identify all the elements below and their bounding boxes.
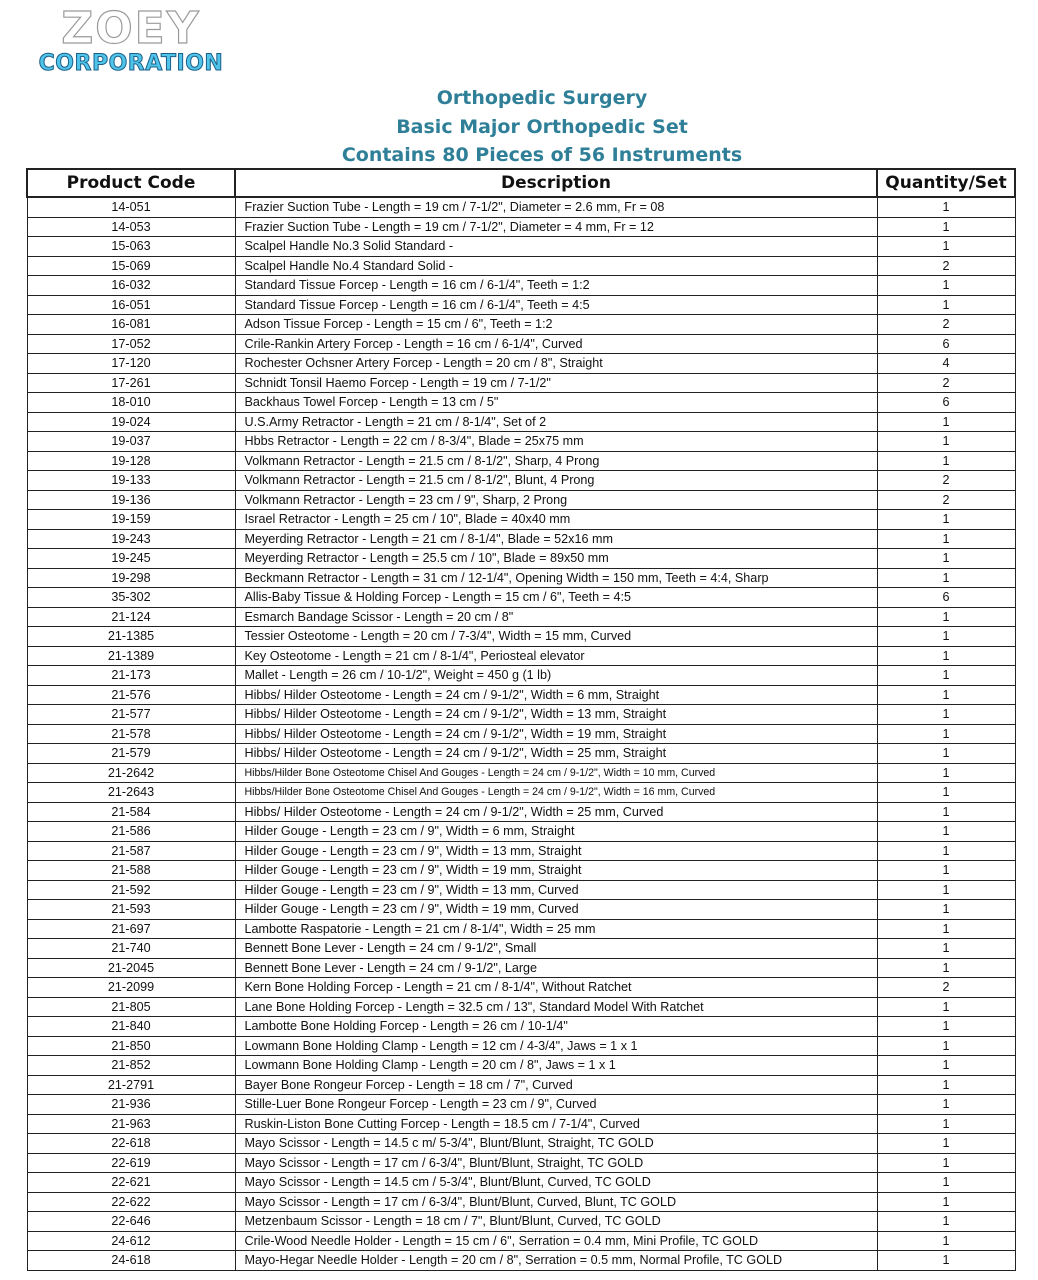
quantity-cell: 1	[877, 549, 1015, 569]
description-cell: Hibbs/ Hilder Osteotome - Length = 24 cm / 9-1/2", Width = 6 mm, Straight	[235, 685, 877, 705]
table-row	[27, 627, 1015, 647]
quantity-cell: 6	[877, 334, 1015, 354]
description-cell: Bennett Bone Lever - Length = 24 cm / 9-1/2", Small	[235, 939, 877, 959]
quantity-cell: 1	[877, 1114, 1015, 1134]
product-code-cell: 16-051	[27, 295, 235, 315]
description-cell: Hbbs Retractor - Length = 22 cm / 8-3/4", Blade = 25x75 mm	[235, 432, 877, 452]
table-row	[27, 1036, 1015, 1056]
product-code-cell: 21-579	[27, 744, 235, 764]
quantity-cell: 1	[877, 783, 1015, 803]
quantity-cell: 1	[877, 744, 1015, 764]
table-row	[27, 1251, 1015, 1271]
product-code-cell: 14-053	[27, 217, 235, 237]
description-cell: Hibbs/ Hilder Osteotome - Length = 24 cm / 9-1/2", Width = 13 mm, Straight	[235, 705, 877, 725]
table-row	[27, 256, 1015, 276]
product-code-cell: 21-936	[27, 1095, 235, 1115]
table-row	[27, 315, 1015, 335]
quantity-cell: 1	[877, 958, 1015, 978]
description-cell: Mayo Scissor - Length = 17 cm / 6-3/4", Blunt/Blunt, Curved, Blunt, TC GOLD	[235, 1192, 877, 1212]
quantity-cell: 1	[877, 1095, 1015, 1115]
table-row	[27, 197, 1015, 217]
quantity-cell: 1	[877, 237, 1015, 257]
table-row	[27, 880, 1015, 900]
product-code-cell: 21-2099	[27, 978, 235, 998]
description-cell: Mayo Scissor - Length = 14.5 c m/ 5-3/4", Blunt/Blunt, Straight, TC GOLD	[235, 1134, 877, 1154]
description-cell: Crile-Rankin Artery Forcep - Length = 16 cm / 6-1/4", Curved	[235, 334, 877, 354]
table-row	[27, 568, 1015, 588]
quantity-cell: 2	[877, 315, 1015, 335]
quantity-cell: 1	[877, 627, 1015, 647]
product-code-cell: 16-032	[27, 276, 235, 296]
quantity-cell: 1	[877, 432, 1015, 452]
quantity-cell: 1	[877, 1056, 1015, 1076]
table-row	[27, 822, 1015, 842]
description-cell: Mallet - Length = 26 cm / 10-1/2", Weight = 450 g (1 lb)	[235, 666, 877, 686]
product-code-cell: 21-697	[27, 919, 235, 939]
quantity-cell: 1	[877, 724, 1015, 744]
table-row	[27, 685, 1015, 705]
table-row	[27, 646, 1015, 666]
header-description: Description	[235, 169, 877, 197]
description-cell: Hibbs/ Hilder Osteotome - Length = 24 cm / 9-1/2", Width = 25 mm, Straight	[235, 744, 877, 764]
product-code-cell: 21-740	[27, 939, 235, 959]
description-cell: Beckmann Retractor - Length = 31 cm / 12-1/4", Opening Width = 150 mm, Teeth = 4:4, Sharp	[235, 568, 877, 588]
quantity-cell: 1	[877, 861, 1015, 881]
product-code-cell: 24-612	[27, 1231, 235, 1251]
description-cell: Adson Tissue Forcep - Length = 15 cm / 6", Teeth = 1:2	[235, 315, 877, 335]
description-cell: Lowmann Bone Holding Clamp - Length = 20 cm / 8", Jaws = 1 x 1	[235, 1056, 877, 1076]
description-cell: Volkmann Retractor - Length = 21.5 cm / 8-1/2", Blunt, 4 Prong	[235, 471, 877, 491]
product-code-cell: 19-133	[27, 471, 235, 491]
description-cell: U.S.Army Retractor - Length = 21 cm / 8-1/4", Set of 2	[235, 412, 877, 432]
description-cell: Standard Tissue Forcep - Length = 16 cm / 6-1/4", Teeth = 4:5	[235, 295, 877, 315]
product-code-cell: 19-159	[27, 510, 235, 530]
table-row	[27, 529, 1015, 549]
product-code-cell: 35-302	[27, 588, 235, 608]
product-code-cell: 21-1389	[27, 646, 235, 666]
logo-word-corporation: CORPORATION	[38, 51, 224, 76]
product-code-cell: 21-593	[27, 900, 235, 920]
product-code-cell: 21-124	[27, 607, 235, 627]
product-code-cell: 22-618	[27, 1134, 235, 1154]
quantity-cell: 1	[877, 685, 1015, 705]
table-row	[27, 412, 1015, 432]
logo-word-zoey: ZOEY	[61, 3, 201, 54]
product-code-cell: 19-136	[27, 490, 235, 510]
table-row	[27, 919, 1015, 939]
table-row	[27, 900, 1015, 920]
quantity-cell: 6	[877, 588, 1015, 608]
product-code-cell: 21-2642	[27, 763, 235, 783]
table-row	[27, 217, 1015, 237]
description-cell: Lowmann Bone Holding Clamp - Length = 12 cm / 4-3/4", Jaws = 1 x 1	[235, 1036, 877, 1056]
title-line-3: Contains 80 Pieces of 56 Instruments	[341, 144, 743, 166]
table-row	[27, 237, 1015, 257]
product-code-cell: 18-010	[27, 393, 235, 413]
table-row	[27, 471, 1015, 491]
quantity-cell: 1	[877, 1231, 1015, 1251]
table-row	[27, 1095, 1015, 1115]
description-cell: Stille-Luer Bone Rongeur Forcep - Length = 23 cm / 9", Curved	[235, 1095, 877, 1115]
product-code-cell: 19-128	[27, 451, 235, 471]
product-code-cell: 16-081	[27, 315, 235, 335]
description-cell: Israel Retractor - Length = 25 cm / 10", Blade = 40x40 mm	[235, 510, 877, 530]
product-code-cell: 21-586	[27, 822, 235, 842]
description-cell: Hibbs/ Hilder Osteotome - Length = 24 cm / 9-1/2", Width = 19 mm, Straight	[235, 724, 877, 744]
quantity-cell: 1	[877, 646, 1015, 666]
table-row	[27, 549, 1015, 569]
quantity-cell: 2	[877, 471, 1015, 491]
table-row	[27, 373, 1015, 393]
table-row	[27, 958, 1015, 978]
description-cell: Backhaus Towel Forcep - Length = 13 cm / 5"	[235, 393, 877, 413]
table-row	[27, 490, 1015, 510]
table-row	[27, 705, 1015, 725]
table-row	[27, 939, 1015, 959]
quantity-cell: 2	[877, 978, 1015, 998]
description-cell: Bennett Bone Lever - Length = 24 cm / 9-1/2", Large	[235, 958, 877, 978]
instrument-table	[26, 168, 1016, 1271]
quantity-cell: 1	[877, 1017, 1015, 1037]
quantity-cell: 1	[877, 197, 1015, 217]
quantity-cell: 1	[877, 1153, 1015, 1173]
product-code-cell: 21-2045	[27, 958, 235, 978]
description-cell: Meyerding Retractor - Length = 25.5 cm / 10", Blade = 89x50 mm	[235, 549, 877, 569]
title-line-1: Orthopedic Surgery	[436, 87, 648, 109]
quantity-cell: 2	[877, 256, 1015, 276]
description-cell: Rochester Ochsner Artery Forcep - Length = 20 cm / 8", Straight	[235, 354, 877, 374]
product-code-cell: 14-051	[27, 197, 235, 217]
table-row	[27, 744, 1015, 764]
table-row	[27, 724, 1015, 744]
description-cell: Tessier Osteotome - Length = 20 cm / 7-3/4", Width = 15 mm, Curved	[235, 627, 877, 647]
table-header-row	[27, 169, 1015, 197]
table-row	[27, 841, 1015, 861]
quantity-cell: 1	[877, 451, 1015, 471]
description-cell: Hilder Gouge - Length = 23 cm / 9", Width = 19 mm, Straight	[235, 861, 877, 881]
description-cell: Lambotte Raspatorie - Length = 21 cm / 8-1/4", Width = 25 mm	[235, 919, 877, 939]
description-cell: Hilder Gouge - Length = 23 cm / 9", Width = 19 mm, Curved	[235, 900, 877, 920]
table-row	[27, 334, 1015, 354]
title-line-2: Basic Major Orthopedic Set	[396, 115, 688, 138]
table-row	[27, 763, 1015, 783]
quantity-cell: 1	[877, 1075, 1015, 1095]
description-cell: Ruskin-Liston Bone Cutting Forcep - Length = 18.5 cm / 7-1/4", Curved	[235, 1114, 877, 1134]
quantity-cell: 1	[877, 997, 1015, 1017]
product-code-cell: 19-298	[27, 568, 235, 588]
quantity-cell: 1	[877, 919, 1015, 939]
header-quantity: Quantity/Set	[877, 169, 1015, 197]
product-code-cell: 21-173	[27, 666, 235, 686]
table-row	[27, 354, 1015, 374]
quantity-cell: 2	[877, 490, 1015, 510]
description-cell: Mayo-Hegar Needle Holder - Length = 20 cm / 8", Serration = 0.5 mm, Normal Profile, TC GOLD	[235, 1251, 877, 1271]
table-row	[27, 393, 1015, 413]
product-code-cell: 21-578	[27, 724, 235, 744]
description-cell: Kern Bone Holding Forcep - Length = 21 cm / 8-1/4", Without Ratchet	[235, 978, 877, 998]
product-code-cell: 15-069	[27, 256, 235, 276]
product-code-cell: 19-245	[27, 549, 235, 569]
description-cell: Lane Bone Holding Forcep - Length = 32.5 cm / 13", Standard Model With Ratchet	[235, 997, 877, 1017]
product-code-cell: 21-577	[27, 705, 235, 725]
description-cell: Frazier Suction Tube - Length = 19 cm / 7-1/2", Diameter = 2.6 mm, Fr = 08	[235, 197, 877, 217]
product-code-cell: 21-2643	[27, 783, 235, 803]
table-row	[27, 1212, 1015, 1232]
product-code-cell: 21-1385	[27, 627, 235, 647]
description-cell: Volkmann Retractor - Length = 23 cm / 9", Sharp, 2 Prong	[235, 490, 877, 510]
product-code-cell: 19-024	[27, 412, 235, 432]
table-row	[27, 1134, 1015, 1154]
table-row	[27, 432, 1015, 452]
quantity-cell: 1	[877, 666, 1015, 686]
quantity-cell: 1	[877, 217, 1015, 237]
description-cell: Lambotte Bone Holding Forcep - Length = 26 cm / 10-1/4"	[235, 1017, 877, 1037]
table-row	[27, 451, 1015, 471]
product-code-cell: 21-592	[27, 880, 235, 900]
quantity-cell: 4	[877, 354, 1015, 374]
description-cell: Standard Tissue Forcep - Length = 16 cm / 6-1/4", Teeth = 1:2	[235, 276, 877, 296]
company-logo	[36, 4, 226, 78]
quantity-cell: 1	[877, 1212, 1015, 1232]
table-row	[27, 1017, 1015, 1037]
product-code-cell: 22-622	[27, 1192, 235, 1212]
product-code-cell: 17-120	[27, 354, 235, 374]
description-cell: Metzenbaum Scissor - Length = 18 cm / 7", Blunt/Blunt, Curved, TC GOLD	[235, 1212, 877, 1232]
description-cell: Scalpel Handle No.4 Standard Solid -	[235, 256, 877, 276]
description-cell: Volkmann Retractor - Length = 21.5 cm / 8-1/2", Sharp, 4 Prong	[235, 451, 877, 471]
product-code-cell: 21-963	[27, 1114, 235, 1134]
table-row	[27, 978, 1015, 998]
product-code-cell: 17-261	[27, 373, 235, 393]
description-cell: Hibbs/ Hilder Osteotome - Length = 24 cm / 9-1/2", Width = 25 mm, Curved	[235, 802, 877, 822]
description-cell: Frazier Suction Tube - Length = 19 cm / 7-1/2", Diameter = 4 mm, Fr = 12	[235, 217, 877, 237]
document-titles	[0, 84, 1038, 170]
description-cell: Hilder Gouge - Length = 23 cm / 9", Width = 13 mm, Curved	[235, 880, 877, 900]
table-row	[27, 1192, 1015, 1212]
product-code-cell: 19-243	[27, 529, 235, 549]
product-code-cell: 22-646	[27, 1212, 235, 1232]
product-code-cell: 21-840	[27, 1017, 235, 1037]
product-code-cell: 21-2791	[27, 1075, 235, 1095]
description-cell: Crile-Wood Needle Holder - Length = 15 cm / 6", Serration = 0.4 mm, Mini Profile, TC GOLD	[235, 1231, 877, 1251]
quantity-cell: 1	[877, 705, 1015, 725]
quantity-cell: 1	[877, 276, 1015, 296]
description-cell: Scalpel Handle No.3 Solid Standard -	[235, 237, 877, 257]
table-row	[27, 607, 1015, 627]
table-row	[27, 666, 1015, 686]
table-row	[27, 1153, 1015, 1173]
product-code-cell: 22-621	[27, 1173, 235, 1193]
description-cell: Key Osteotome - Length = 21 cm / 8-1/4", Periosteal elevator	[235, 646, 877, 666]
quantity-cell: 6	[877, 393, 1015, 413]
table-row	[27, 1231, 1015, 1251]
product-code-cell: 21-852	[27, 1056, 235, 1076]
quantity-cell: 2	[877, 373, 1015, 393]
product-code-cell: 21-576	[27, 685, 235, 705]
table-row	[27, 861, 1015, 881]
description-cell: Hibbs/Hilder Bone Osteotome Chisel And Gouges - Length = 24 cm / 9-1/2", Width = 10 mm, Curved	[235, 763, 877, 783]
description-cell: Allis-Baby Tissue & Holding Forcep - Length = 15 cm / 6", Teeth = 4:5	[235, 588, 877, 608]
quantity-cell: 1	[877, 900, 1015, 920]
quantity-cell: 1	[877, 880, 1015, 900]
description-cell: Esmarch Bandage Scissor - Length = 20 cm / 8"	[235, 607, 877, 627]
product-code-cell: 22-619	[27, 1153, 235, 1173]
table-row	[27, 1114, 1015, 1134]
table-row	[27, 295, 1015, 315]
quantity-cell: 1	[877, 1192, 1015, 1212]
product-code-cell: 24-618	[27, 1251, 235, 1271]
description-cell: Bayer Bone Rongeur Forcep - Length = 18 cm / 7", Curved	[235, 1075, 877, 1095]
product-code-cell: 21-805	[27, 997, 235, 1017]
quantity-cell: 1	[877, 841, 1015, 861]
description-cell: Hilder Gouge - Length = 23 cm / 9", Width = 13 mm, Straight	[235, 841, 877, 861]
table-row	[27, 783, 1015, 803]
table-row	[27, 1075, 1015, 1095]
header-product-code: Product Code	[27, 169, 235, 197]
quantity-cell: 1	[877, 763, 1015, 783]
quantity-cell: 1	[877, 568, 1015, 588]
description-cell: Hibbs/Hilder Bone Osteotome Chisel And Gouges - Length = 24 cm / 9-1/2", Width = 16 mm, Curved	[235, 783, 877, 803]
quantity-cell: 1	[877, 1173, 1015, 1193]
product-code-cell: 21-588	[27, 861, 235, 881]
table-row	[27, 997, 1015, 1017]
quantity-cell: 1	[877, 510, 1015, 530]
description-cell: Mayo Scissor - Length = 14.5 cm / 5-3/4", Blunt/Blunt, Curved, TC GOLD	[235, 1173, 877, 1193]
quantity-cell: 1	[877, 822, 1015, 842]
quantity-cell: 1	[877, 939, 1015, 959]
description-cell: Mayo Scissor - Length = 17 cm / 6-3/4", Blunt/Blunt, Straight, TC GOLD	[235, 1153, 877, 1173]
description-cell: Meyerding Retractor - Length = 21 cm / 8-1/4", Blade = 52x16 mm	[235, 529, 877, 549]
quantity-cell: 1	[877, 412, 1015, 432]
product-code-cell: 19-037	[27, 432, 235, 452]
product-code-cell: 15-063	[27, 237, 235, 257]
quantity-cell: 1	[877, 529, 1015, 549]
product-code-cell: 17-052	[27, 334, 235, 354]
quantity-cell: 1	[877, 607, 1015, 627]
quantity-cell: 1	[877, 1251, 1015, 1271]
product-code-cell: 21-587	[27, 841, 235, 861]
quantity-cell: 1	[877, 1134, 1015, 1154]
table-row	[27, 1056, 1015, 1076]
quantity-cell: 1	[877, 295, 1015, 315]
table-row	[27, 510, 1015, 530]
table-row	[27, 276, 1015, 296]
table-row	[27, 802, 1015, 822]
description-cell: Hilder Gouge - Length = 23 cm / 9", Width = 6 mm, Straight	[235, 822, 877, 842]
description-cell: Schnidt Tonsil Haemo Forcep - Length = 19 cm / 7-1/2"	[235, 373, 877, 393]
quantity-cell: 1	[877, 802, 1015, 822]
table-row	[27, 588, 1015, 608]
table-row	[27, 1173, 1015, 1193]
quantity-cell: 1	[877, 1036, 1015, 1056]
product-code-cell: 21-850	[27, 1036, 235, 1056]
product-code-cell: 21-584	[27, 802, 235, 822]
